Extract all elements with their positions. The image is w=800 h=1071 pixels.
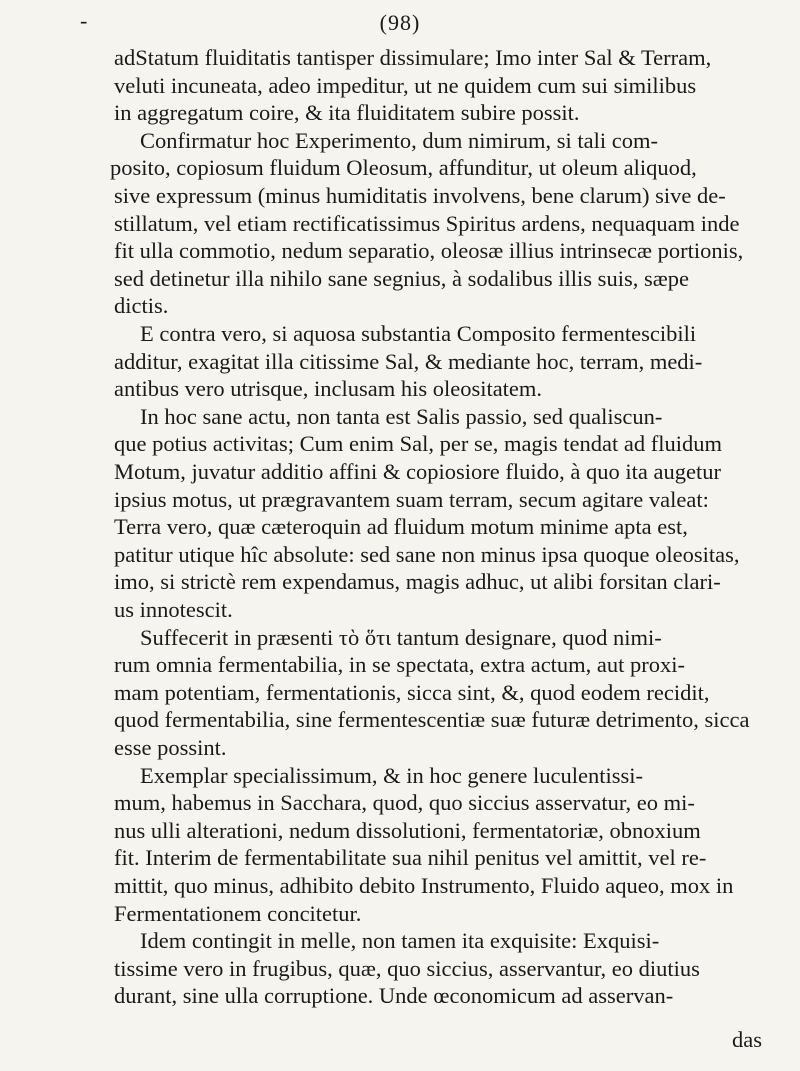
catchword: das bbox=[732, 1027, 762, 1052]
text-line: patitur utique hîc absolute: sed sane non minus ipsa quoque oleositas, bbox=[114, 541, 740, 567]
text-line: Fermentationem concitetur. bbox=[114, 900, 362, 926]
text-line: Terra vero, quæ cæteroquin ad fluidum motum minime apta est, bbox=[114, 514, 688, 540]
text-line: adStatum fluiditatis tantisper dissimulare; Imo inter Sal & Terram, bbox=[114, 45, 712, 70]
text-line: fit. Interim de fermentabilitate sua nihil penitus vel amittit, vel re- bbox=[114, 845, 707, 871]
text-line: ipsius motus, ut prægravantem suam terram, secum agitare valeat: bbox=[114, 486, 709, 512]
text-line: E contra vero, si aquosa substantia Composito fermentescibili bbox=[140, 321, 697, 346]
text-line: In hoc sane actu, non tanta est Salis passio, sed qualiscun- bbox=[140, 403, 663, 429]
text-line: esse possint. bbox=[114, 735, 227, 760]
text-line: us innotescit. bbox=[114, 597, 233, 622]
text-line: imo, si strictè rem expendamus, magis adhuc, ut alibi forsitan clari- bbox=[114, 569, 721, 595]
text-line: Idem contingit in melle, non tamen ita exquisite: Exquisi- bbox=[140, 928, 660, 954]
text-line: stillatum, vel etiam rectificatissimus Spiritus ardens, nequaquam inde bbox=[114, 210, 740, 236]
text-line: Confirmatur hoc Experimento, dum nimirum, si tali com- bbox=[140, 127, 659, 153]
text-line: Suffecerit in præsenti τὸ ὅτι tantum designare, quod nimi- bbox=[140, 624, 662, 650]
text-line: quod fermentabilia, sine fermentescentiæ suæ futuræ detrimento, sicca bbox=[114, 707, 750, 733]
text-line: dictis. bbox=[114, 293, 169, 319]
text-line: additur, exagitat illa citissime Sal, & mediante hoc, terram, medi- bbox=[114, 348, 703, 374]
text-line: que potius activitas; Cum enim Sal, per se, magis tendat ad fluidum bbox=[114, 431, 723, 457]
text-line: sive expressum (minus humiditatis involvens, bene clarum) sive de- bbox=[114, 183, 726, 208]
text-line: mam potentiam, fermentationis, sicca sint, &, quod eodem recidit, bbox=[114, 679, 710, 705]
text-line: antibus vero utrisque, inclusam his oleositatem. bbox=[114, 376, 543, 402]
text-line: nus ulli alterationi, nedum dissolutioni, fermentatoriæ, obnoxium bbox=[114, 817, 701, 843]
text-line: veluti incuneata, adeo impeditur, ut ne quidem cum sui similibus bbox=[114, 72, 697, 98]
text-line: tissime vero in frugibus, quæ, quo siccius, asservantur, eo diutius bbox=[114, 955, 700, 981]
page-number: (98) bbox=[379, 10, 421, 35]
text-line: in aggregatum coire, & ita fluiditatem subire possit. bbox=[114, 100, 580, 126]
text-line: Exemplar specialissimum, & in hoc genere luculentissi- bbox=[140, 762, 643, 788]
text-line: rum omnia fermentabilia, in se spectata, extra actum, aut proxi- bbox=[114, 652, 686, 678]
text-line: posito, copiosum fluidum Oleosum, affunditur, ut oleum aliquod, bbox=[110, 155, 697, 181]
text-line: mittit, quo minus, adhibito debito Instrumento, Fluido aqueo, mox in bbox=[114, 873, 734, 898]
text-line: fit ulla commotio, nedum separatio, oleosæ illius intrinsecæ portionis, bbox=[114, 238, 744, 264]
text-line: Motum, juvatur additio affini & copiosiore fluido, à quo ita augetur bbox=[114, 459, 721, 484]
text-line: durant, sine ulla corruptione. Unde œconomicum ad asservan- bbox=[114, 983, 674, 1009]
text-line: mum, habemus in Sacchara, quod, quo siccius asservatur, eo mi- bbox=[114, 790, 695, 816]
text-line: sed detinetur illa nihilo sane segnius, à sodalibus illis suis, sæpe bbox=[114, 265, 689, 291]
margin-mark: - bbox=[80, 8, 88, 33]
